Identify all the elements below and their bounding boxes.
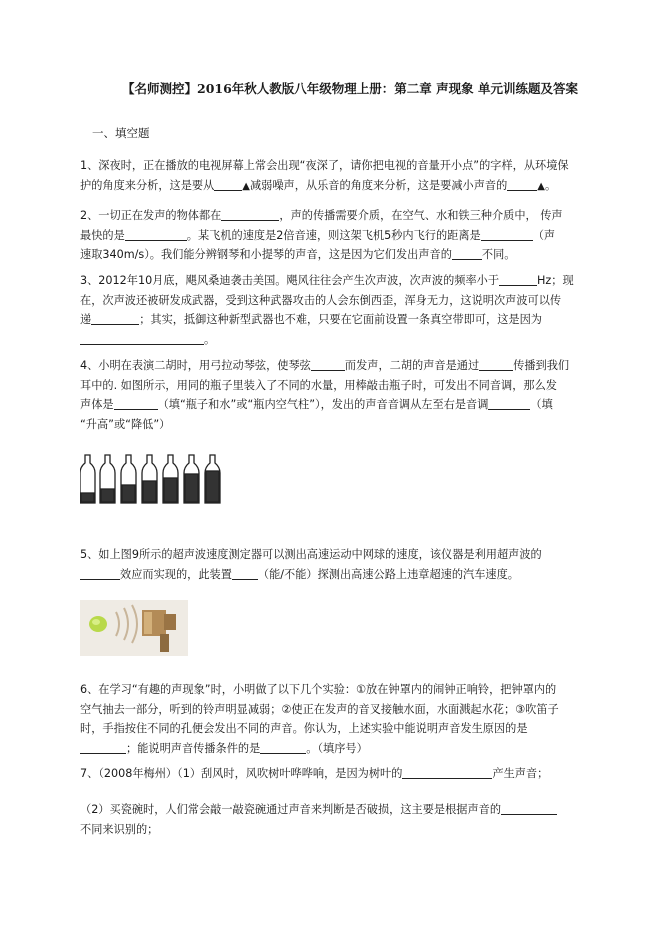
q4-line-3c: （填	[530, 398, 553, 411]
q3-line-4: 。	[204, 332, 216, 346]
q6-line-3: 时，手指按住不同的孔便会发出不同的声音。你认为，上述实验中能说明声音发生原因的是	[80, 722, 528, 735]
q1-line-2a: 护的角度来分析，这是要从	[80, 178, 215, 192]
question-7-part-2	[80, 800, 600, 839]
q3-blank-2[interactable]	[91, 311, 139, 325]
question-5	[80, 545, 600, 584]
question-7	[80, 764, 600, 784]
q3-line-1a: 3、2012年10月底，飓风桑迪袭击美国。飓风往往会产生次声波，次声波的频率小于	[80, 274, 500, 287]
q2-line-2b: 。某飞机的速度是2倍音速，则这架飞机5秒内飞行的距离是	[186, 228, 481, 242]
bottle-6-icon	[184, 455, 199, 503]
bottle-1-icon	[80, 455, 95, 503]
question-1	[80, 156, 600, 196]
bottle-7-icon	[205, 455, 220, 503]
q4-line-1c: 传播到我们	[513, 359, 570, 372]
q5-line-2a: 效应而实现的，此装置	[120, 567, 232, 581]
q3-blank-1[interactable]	[499, 272, 537, 286]
q4-line-3a: 声体是	[80, 398, 114, 411]
q4-blank-2[interactable]	[479, 357, 513, 371]
q7-blank-1[interactable]	[402, 765, 492, 779]
q7-line-1a: 7、（2008年梅州）（1）刮风时，风吹树叶哗哗响，是因为树叶的	[80, 767, 403, 780]
bottle-4-icon	[142, 455, 157, 503]
bottle-2-icon	[100, 455, 115, 503]
q2-line-3b: 不同。	[481, 248, 516, 261]
q3-line-1b: Hz；现	[537, 274, 574, 287]
q5-blank-2[interactable]	[232, 566, 258, 580]
q4-line-3b: （填“瓶子和水”或“瓶内空气柱”），发出的声音音调从左至右是音调	[157, 398, 489, 411]
q7-line-1b: 产生声音；	[492, 767, 549, 780]
q1-line-2b: 减弱噪声，从乐音的角度来分析，这是要减小声音的	[249, 178, 508, 192]
q1-line-1: 1、深夜时，正在播放的电视屏幕上常会出现“夜深了，请你把电视的音量开小点”的字样，从环境保	[80, 159, 569, 172]
q5-line-1: 5、如上图9所示的超声波速度测定器可以测出高速运动中网球的速度，该仪器是利用超声波的	[80, 548, 542, 561]
q6-line-4b: 。（填序号）	[306, 741, 368, 755]
q6-line-2: 空气抽去一部分，听到的铃声明显减弱；②使正在发声的音叉接触水面，水面溅起水花；③吹笛子	[80, 702, 559, 716]
q7-line-2a: （2）买瓷碗时，人们常会敲一敲瓷碗通过声音来判断是否破损，这主要是根据声音的	[80, 803, 502, 816]
q5-line-2b: （能/不能）探测出高速公路上违章超速的汽车速度。	[257, 567, 519, 581]
question-4	[80, 356, 600, 434]
q2-line-2c: （声	[532, 228, 556, 242]
q4-line-2: 耳中的. 如图所示，用同的瓶子里装入了不同的水量，用棒敲击瓶子时，可发出不同音调，那么发	[80, 378, 557, 392]
ultrasonic-speed-gun-icon	[80, 600, 188, 656]
bottle-3-icon	[121, 455, 136, 503]
q2-blank-3[interactable]	[481, 227, 533, 241]
q3-line-3a: 递	[80, 313, 92, 326]
q2-blank-2[interactable]	[125, 227, 187, 241]
q1-mark-1: ▲	[242, 180, 250, 192]
bottle-5-icon	[163, 455, 178, 503]
q6-blank-1[interactable]	[80, 740, 126, 754]
q2-line-1a: 2、一切正在发声的物体都在	[80, 209, 222, 222]
q2-line-2a: 最快的是	[80, 228, 125, 242]
q6-line-4a: ；能说明声音传播条件的是	[126, 741, 261, 755]
q4-line-4: “升高”或“降低”）	[80, 417, 171, 431]
q4-blank-1[interactable]	[311, 357, 345, 371]
q3-blank-3[interactable]	[80, 331, 204, 345]
q2-blank-4[interactable]	[452, 246, 482, 260]
q4-line-1a: 4、小明在表演二胡时，用弓拉动琴弦，使琴弦	[80, 359, 311, 372]
q5-blank-1[interactable]	[80, 566, 120, 580]
q1-blank-2[interactable]	[507, 177, 537, 191]
q2-blank-1[interactable]	[221, 207, 279, 221]
document-title: 【名师测控】2016年秋人教版八年级物理上册：第二章 声现象 单元训练题及答案	[122, 81, 578, 96]
q1-blank-1[interactable]	[214, 177, 242, 191]
q4-blank-3[interactable]	[114, 396, 158, 410]
q3-line-2: 在，次声波还被研发成武器，受到这种武器攻击的人会东倒西歪，浑身无力，这说明次声波可以传	[80, 293, 562, 307]
section-heading: 一、填空题	[92, 126, 150, 140]
q6-blank-2[interactable]	[260, 740, 306, 754]
q2-line-1b: ，声的传播需要介质，在空气、水和铁三种介质中， 传声	[279, 209, 563, 222]
q1-mark-2: ▲	[537, 180, 545, 192]
q7-line-3: 不同来识别的；	[80, 822, 159, 836]
q3-line-3b: ；其实，抵御这种新型武器也不难，只要在它面前设置一条真空带即可，这是因为	[139, 313, 542, 326]
question-2	[80, 206, 600, 265]
q4-line-1b: 而发声，二胡的声音是通过	[344, 359, 480, 372]
q7-blank-2[interactable]	[501, 801, 557, 815]
q2-line-3a: 速取340m/s）。我们能分辨钢琴和小提琴的声音，这是因为它们发出声音的	[80, 248, 452, 261]
seven-bottles-icon	[80, 453, 230, 505]
question-3	[80, 271, 600, 349]
q4-blank-4[interactable]	[488, 396, 530, 410]
q6-line-1: 6、在学习“有趣的声现象”时，小明做了以下几个实验：①放在钟罩内的闹钟正响铃，把钟罩内的	[80, 683, 557, 696]
q1-line-2c: 。	[545, 178, 557, 192]
question-6	[80, 680, 600, 758]
